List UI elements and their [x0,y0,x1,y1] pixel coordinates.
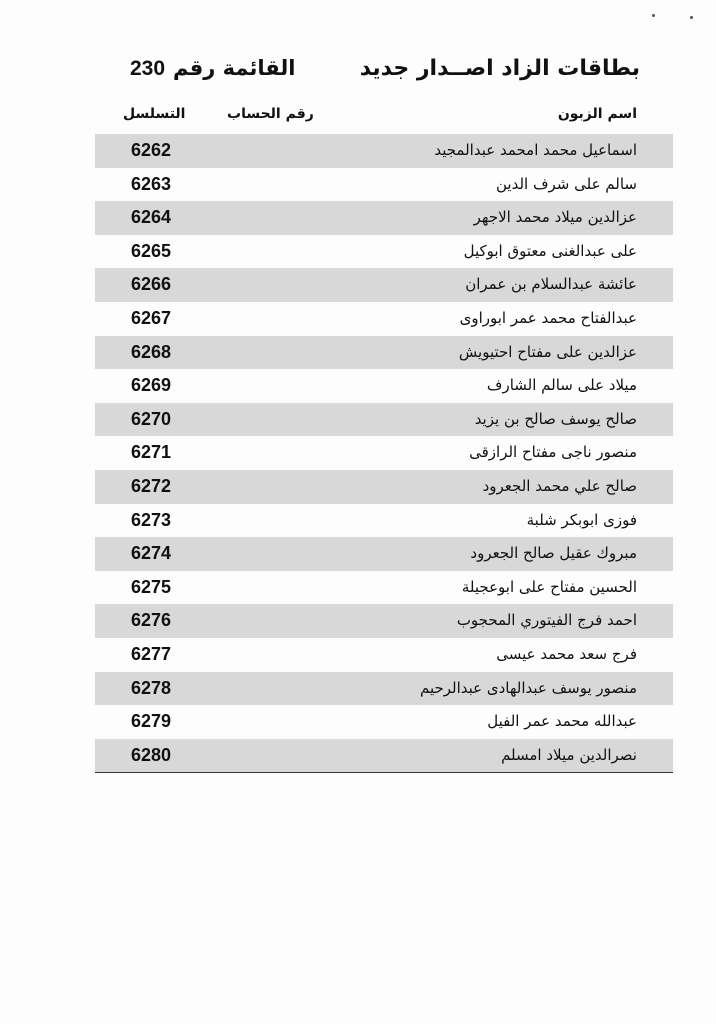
column-header-serial: التسلسل [123,106,186,122]
table-row [95,537,673,571]
customer-name: صالح يوسف صالح بن يزيد [474,409,637,428]
table-row [95,739,673,773]
serial-number: 6269 [131,375,172,396]
customer-name: منصور يوسف عبدالهادى عبدالرحيم [419,678,637,697]
table-row [95,436,673,470]
customer-name: عبدالفتاح محمد عمر ابوراوى [459,308,637,327]
table-row [95,201,673,235]
serial-number: 6277 [131,643,172,664]
column-header-account: رقم الحساب [227,106,314,122]
customer-name: احمد فرج الفيتوري المحجوب [456,611,637,630]
document-title: بطاقات الزاد اصــدار جديد [359,56,640,81]
serial-number: 6262 [131,140,172,160]
table-row [95,638,673,672]
serial-number: 6267 [131,307,172,328]
customer-name: فوزى ابوبكر شلبة [526,510,637,529]
table-row [95,571,673,605]
table-row [95,369,673,403]
list-number: 230 [130,57,166,80]
table-body [95,134,673,773]
table-row [95,672,673,706]
serial-number: 6279 [131,711,172,732]
list-number-label [130,56,295,81]
serial-number: 6271 [131,442,172,463]
customer-name: نصرالدين ميلاد امسلم [501,745,637,764]
table-row [95,470,673,504]
list-label-text: القائمة رقم [173,56,296,80]
serial-number: 6265 [131,240,172,261]
customer-name: منصور ناجى مفتاح الرازقى [469,443,637,462]
table-row [95,403,673,437]
document-header [120,56,640,92]
serial-number: 6270 [131,408,172,429]
table-row [95,235,673,269]
table-row [95,302,673,336]
serial-number: 6274 [131,543,172,564]
serial-number: 6266 [131,274,172,295]
customer-name: مبروك عقيل صالح الجعرود [470,544,637,563]
serial-number: 6268 [131,341,172,362]
table-header [95,98,673,134]
table-row [95,134,673,168]
customer-name: عزالدين ميلاد محمد الاجهر [473,208,637,227]
customer-name: عائشة عبدالسلام بن عمران [465,275,637,294]
customer-name: فرج سعد محمد عيسى [496,644,637,663]
serial-number: 6263 [131,173,172,194]
customer-name: سالم على شرف الدين [495,174,637,193]
serial-number: 6276 [131,610,172,631]
table-row [95,268,673,302]
customer-name: على عبدالغنى معتوق ابوكيل [463,241,637,260]
customer-name: عزالدين على مفتاح احتيويش [458,342,637,361]
table-row [95,705,673,739]
serial-number: 6278 [131,677,172,698]
column-header-name: اسم الزبون [557,106,637,122]
table-row [95,336,673,370]
serial-number: 6264 [131,207,172,228]
serial-number: 6273 [131,509,172,530]
table-row [95,504,673,538]
customer-name: ميلاد على سالم الشارف [486,376,637,395]
customer-name: اسماعيل محمد امحمد عبدالمجيد [434,141,637,159]
serial-number: 6275 [131,576,172,597]
customer-name: عبدالله محمد عمر الفيل [487,712,637,731]
serial-number: 6280 [131,744,172,765]
customer-name: الحسين مفتاح على ابوعجيلة [461,577,637,596]
table-row [95,168,673,202]
table-row [95,604,673,638]
customer-name: صالح علي محمد الجعرود [482,476,637,495]
customer-table [95,98,673,773]
serial-number: 6272 [131,475,172,496]
